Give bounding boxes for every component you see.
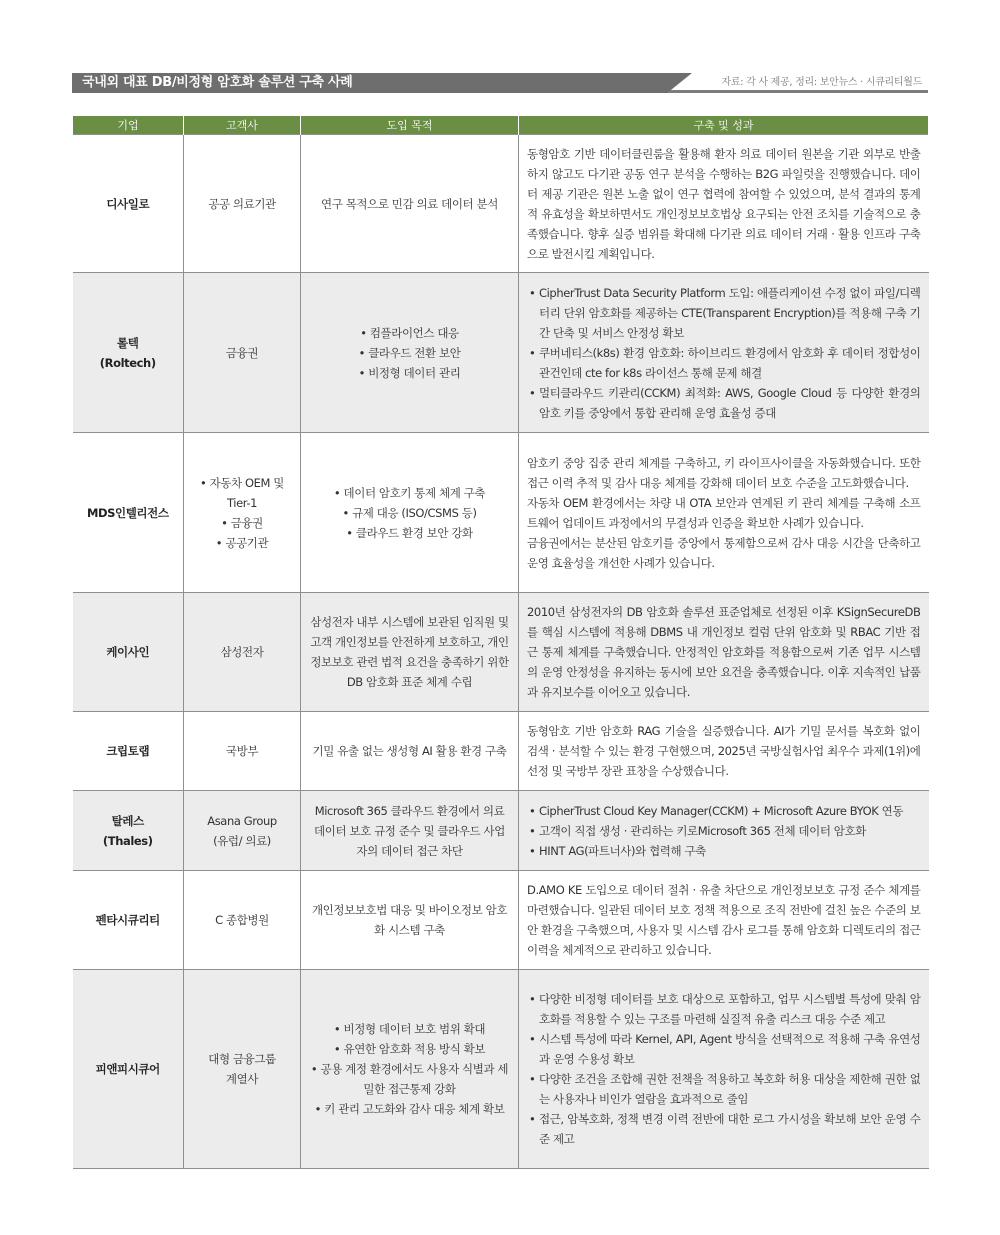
table-row xyxy=(73,791,929,871)
purpose-bullet-text: 클라우드 환경 보안 강화 xyxy=(355,525,473,540)
customer-name: • 공공기관 xyxy=(215,535,269,550)
table-row xyxy=(73,593,929,712)
purpose-text: 연구 목적으로 민감 의료 데이터 분석 xyxy=(321,196,498,211)
result-paragraph: 동형암호 기반 데이터클린룸을 활용해 환자 의료 데이터 원본을 기관 외부로 반출하지 않고도 다기관 공동 연구 분석을 수행하는 B2G 파일럿을 진행했습니다. 데이터 제공 기관은 원본 노출 없이 연구 협력에 참여할 수 있었으며, 분석 결과의 통계적 유효성을 확보하면서도 개인정보보호법상 요구되는 안전 조치를 기술적으로 충족했습니다. 향후 실증 범위를 확대해 다기관 의료 데이터 거래 · 활용 인프라 구축으로 발전시킬 계획입니다. xyxy=(527,146,921,261)
company-cell xyxy=(73,273,184,433)
purpose-text: 삼성전자 내부 시스템에 보관된 임직원 및 고객 개인정보를 안전하게 보호하고, 개인정보보호 관련 법적 요건을 충족하기 위한 DB 암호화 표준 체계 수립 xyxy=(310,615,509,689)
purpose-bullet xyxy=(309,1039,510,1059)
customer-name: C 종합병원 xyxy=(215,913,269,927)
purpose-bullet-text: 클라우드 전환 보안 xyxy=(368,345,461,360)
company-name: 디사일로 xyxy=(106,196,150,211)
result-bullet: • 다양한 비정형 데이터를 보호 대상으로 포함하고, 업무 시스템별 특성에 맞춰 암호화를 적용할 수 있는 구조를 마련해 실질적 유출 리스크 대응 수준 제고 xyxy=(527,989,921,1029)
company-name: MDS인텔리전스 xyxy=(86,505,169,520)
company-cell xyxy=(73,871,184,970)
company-cell xyxy=(73,135,184,273)
company-name: 피앤피시큐어 xyxy=(95,1062,160,1076)
bullet-dot: • xyxy=(342,505,353,520)
purpose-text: 개인정보보호법 대응 및 바이오정보 암호화 시스템 구축 xyxy=(311,903,508,937)
column-header-result: 구축 및 성과 xyxy=(519,116,929,135)
customer-name: 계열사 xyxy=(225,1072,259,1086)
customer-name: 금융권 xyxy=(225,345,259,360)
bullet-dot: • xyxy=(333,1022,344,1036)
company-cell xyxy=(73,970,184,1169)
customer-name: 공공 의료기관 xyxy=(208,196,276,211)
result-bullet-list xyxy=(527,989,921,1149)
table-header-row xyxy=(73,116,929,135)
purpose-bullet xyxy=(309,323,510,343)
customer-cell xyxy=(184,791,301,871)
column-header-customer: 고객사 xyxy=(184,116,301,135)
purpose-bullet-text: 컴플라이언스 대응 xyxy=(369,325,459,340)
purpose-bullet xyxy=(309,523,510,543)
company-cell xyxy=(73,593,184,712)
company-name: 롤텍 xyxy=(117,335,139,350)
bullet-dot: • xyxy=(314,1102,325,1116)
customer-cell xyxy=(184,593,301,712)
purpose-cell xyxy=(301,135,519,273)
purpose-bullet xyxy=(309,343,510,363)
result-bullet: • 다양한 조건을 조합해 권한 전책을 적용하고 복호화 허용 대상을 제한해 권한 없는 사용자나 비인가 열람을 효과적으로 줄임 xyxy=(527,1069,921,1109)
customer-cell xyxy=(184,433,301,593)
table-row xyxy=(73,273,929,433)
result-cell xyxy=(519,970,929,1169)
purpose-bullet-text: 키 관리 고도화와 감사 대응 체계 확보 xyxy=(324,1102,505,1116)
result-bullet: • HINT AG(파트너사)와 협력해 구축 xyxy=(527,841,921,861)
purpose-cell xyxy=(301,871,519,970)
result-paragraph: 금융권에서는 분산된 암호키를 중앙에서 통제함으로써 감사 대응 시간을 단축하고 운영 효율성을 개선한 사례가 있습니다. xyxy=(527,535,921,570)
bullet-dot: • xyxy=(358,345,369,360)
purpose-bullet xyxy=(309,1099,510,1119)
company-name: (Thales) xyxy=(102,833,153,848)
customer-name: 삼성전자 xyxy=(220,645,264,659)
purpose-bullet xyxy=(309,363,510,383)
bullet-dot: • xyxy=(358,365,369,380)
source-credit: 자료: 각 사 제공, 정리: 보안뉴스 · 시큐리티월드 xyxy=(721,77,922,88)
result-bullet: • 접근, 암복호화, 정책 변경 이력 전반에 대한 로그 가시성을 확보해 보안 운영 수준 제고 xyxy=(527,1109,921,1149)
purpose-bullet-text: 공용 계정 환경에서도 사용자 식별과 세밀한 접근통제 강화 xyxy=(320,1062,509,1096)
result-bullet: • CipherTrust Cloud Key Manager(CCKM) + Microsoft Azure BYOK 연동 xyxy=(527,801,921,821)
table-title: 국내외 대표 DB/비정형 암호화 솔루션 구축 사례 xyxy=(82,75,353,90)
purpose-bullet xyxy=(309,1019,510,1039)
customer-name: • 금융권 xyxy=(221,515,263,530)
customer-name: Tier-1 xyxy=(227,495,257,510)
purpose-text: Microsoft 365 클라우드 환경에서 의료 데이터 보호 규정 준수 및 클라우드 사업자의 데이터 접근 차단 xyxy=(314,803,505,858)
customer-cell xyxy=(184,712,301,791)
result-cell xyxy=(519,712,929,791)
table-row xyxy=(73,433,929,593)
purpose-cell xyxy=(301,712,519,791)
purpose-cell xyxy=(301,433,519,593)
column-header-purpose: 도입 목적 xyxy=(301,116,519,135)
customer-cell xyxy=(184,135,301,273)
result-cell xyxy=(519,791,929,871)
purpose-bullet-text: 유연한 암호화 적용 방식 확보 xyxy=(343,1042,486,1056)
purpose-cell xyxy=(301,970,519,1169)
purpose-cell xyxy=(301,273,519,433)
bullet-dot: • xyxy=(333,485,344,500)
result-paragraph: D.AMO KE 도입으로 데이터 절취 · 유출 차단으로 개인정보보호 규정 준수 체계를 마련했습니다. 일관된 데이터 보호 정책 적용으로 조직 전반에 걸친 높은 수준의 보안 환경을 구축했으며, 사용자 및 시스템 감사 로그를 통해 암호화 디렉토리의 접근 이력을 체계적으로 관리하고 있습니다. xyxy=(527,883,921,957)
customer-cell xyxy=(184,871,301,970)
company-name: 케이사인 xyxy=(106,645,150,659)
result-cell xyxy=(519,273,929,433)
result-cell xyxy=(519,433,929,593)
bullet-dot: • xyxy=(346,525,356,540)
result-cell xyxy=(519,871,929,970)
customer-cell xyxy=(184,970,301,1169)
purpose-bullet-text: 규제 대응 (ISO/CSMS 등) xyxy=(352,505,477,520)
company-cell xyxy=(73,712,184,791)
customer-name: 국방부 xyxy=(225,744,259,758)
result-bullet: • 고객이 직접 생성 · 관리하는 키로Microsoft 365 전체 데이터 암호화 xyxy=(527,821,921,841)
company-cell xyxy=(73,433,184,593)
customer-name: (유럽/ 의료) xyxy=(213,833,271,848)
purpose-cell xyxy=(301,791,519,871)
column-header-company: 기업 xyxy=(73,116,184,135)
result-paragraph: 2010년 삼성전자의 DB 암호화 솔루션 표준업체로 선정된 이후 KSignSecureDB를 핵심 시스템에 적용해 DBMS 내 개인정보 컬럼 단위 암호화 및 RBAC 기반 접근 통제 체계를 구축했습니다. 안정적인 암호화를 적용함으로써 기존 업무 시스템의 운영 안정성을 유지하는 동시에 보안 요건을 충족했습니다. 이후 지속적인 납품과 유지보수를 이어오고 있습니다. xyxy=(527,605,921,699)
case-table xyxy=(72,116,929,1169)
result-cell xyxy=(519,593,929,712)
bullet-dot: • xyxy=(333,1042,344,1056)
result-bullet-list xyxy=(527,801,921,861)
customer-name: 대형 금융그룹 xyxy=(208,1052,276,1066)
company-name: 크립토랩 xyxy=(106,744,150,758)
table-row xyxy=(73,135,929,273)
result-paragraph: 암호키 중앙 집중 관리 체계를 구축하고, 키 라이프사이클을 자동화했습니다. 또한 접근 이력 추적 및 감사 대응 체계를 강화해 데이터 보호 수준을 고도화했습니다. xyxy=(527,455,921,490)
result-bullet-list xyxy=(527,283,921,423)
result-bullet: • 멀티클라우드 키관리(CCKM) 최적화: AWS, Google Cloud 등 다양한 환경의 암호 키를 중앙에서 통합 관리해 운영 효율성 증대 xyxy=(527,383,921,423)
company-name: 탈레스 xyxy=(111,813,144,828)
result-paragraph: 자동차 OEM 환경에서는 차량 내 OTA 보안과 연계된 키 관리 체계를 구축해 소프트웨어 업데이트 과정에서의 무결성과 인증을 확보한 사례가 있습니다. xyxy=(527,495,921,530)
company-cell xyxy=(73,791,184,871)
result-bullet: • CipherTrust Data Security Platform 도입: 애플리케이션 수정 없이 파일/디렉터리 단위 암호화를 제공하는 CTE(Transparent Encryption)를 적용해 구축 기간 단축 및 서비스 안정성 확보 xyxy=(527,283,921,343)
purpose-cell xyxy=(301,593,519,712)
company-name: 펜타시큐리티 xyxy=(95,913,160,927)
bullet-dot: • xyxy=(310,1062,321,1076)
company-name: (Roltech) xyxy=(99,355,156,370)
result-paragraph: 동형암호 기반 암호화 RAG 기술을 실증했습니다. AI가 기밀 문서를 복호화 없이 검색 · 분석할 수 있는 환경 구현했으며, 2025년 국방실험사업 최우수 과제(1위)에 선정 및 국방부 장관 표창을 수상했습니다. xyxy=(527,724,921,778)
result-bullet: • 쿠버네티스(k8s) 환경 암호화: 하이브리드 환경에서 암호화 후 데이터 정합성이 관건인데 cte for k8s 라이선스 통해 문제 해결 xyxy=(527,343,921,383)
table-row xyxy=(73,970,929,1169)
customer-cell xyxy=(184,273,301,433)
result-bullet: • 시스템 특성에 따라 Kernel, API, Agent 방식을 선택적으로 적용해 구축 유연성과 운영 수용성 확보 xyxy=(527,1029,921,1069)
purpose-bullet-text: 비정형 데이터 보호 범위 확대 xyxy=(343,1022,486,1036)
purpose-bullet-text: 데이터 암호키 통제 체계 구축 xyxy=(343,485,486,500)
purpose-bullet-text: 비정형 데이터 관리 xyxy=(368,365,461,380)
table-row xyxy=(73,871,929,970)
purpose-bullet xyxy=(309,503,510,523)
purpose-bullet xyxy=(309,483,510,503)
result-cell xyxy=(519,135,929,273)
table-title-bar xyxy=(72,73,928,93)
purpose-bullet xyxy=(309,1059,510,1099)
customer-name: Asana Group xyxy=(207,813,277,828)
customer-name: • 자동차 OEM 및 xyxy=(199,475,285,490)
bullet-dot: • xyxy=(360,325,370,340)
table-row xyxy=(73,712,929,791)
purpose-text: 기밀 유출 없는 생성형 AI 활용 환경 구축 xyxy=(312,744,507,758)
